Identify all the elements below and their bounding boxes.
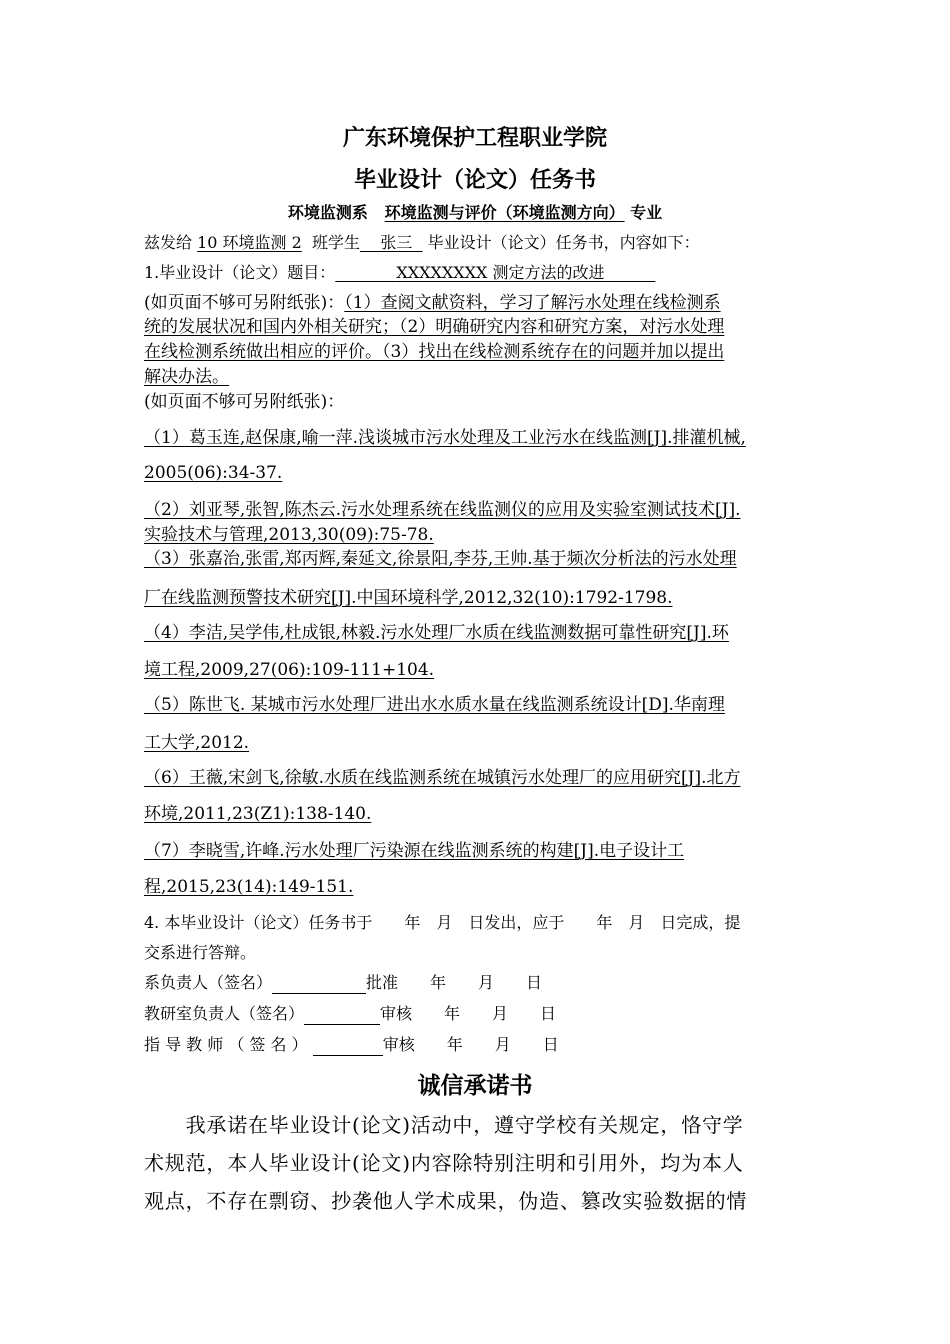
signature-date: 年 月 日: [414, 1035, 559, 1054]
student-name: [360, 233, 423, 252]
reference-6-line-1: （6）王薇,宋剑飞,徐敏.水质在线监测系统在城镇污水处理厂的应用研究[J].北方: [144, 768, 741, 788]
signature-date: 年 月 日: [412, 1004, 557, 1023]
reference-7-line-1: （7）李晓雪,许峰.污水处理厂污染源在线监测系统的构建[J].电子设计工: [144, 841, 685, 861]
signature-label: 指 导 教 师 （ 签 名 ）: [144, 1035, 308, 1054]
requirements-line-2: 统的发展状况和国内外相关研究；（2）明确研究内容和研究方案，对污水处理: [144, 317, 725, 337]
reference-3-line-2: 厂在线监测预警技术研究[J].中国环境科学,2012,32(10):1792-1798.: [144, 588, 673, 608]
reference-1-line-1: （1）葛玉连,赵保康,喻一萍.浅谈城市污水处理及工业污水在线监测[J].排灌机械,: [144, 428, 746, 448]
signature-action: 审核: [382, 1035, 415, 1054]
assignment-line: [144, 232, 809, 254]
assign-mid: 班学生: [311, 233, 360, 252]
signature-row-office-head: [144, 1003, 809, 1025]
signature-row-dept-head: [144, 972, 809, 994]
reference-4-line-1: （4）李洁,吴学伟,杜成银,林毅.污水处理厂水质在线监测数据可靠性研究[J].环: [144, 623, 729, 643]
reference-5-line-2: 工大学,2012.: [144, 733, 250, 753]
reference-1-line-2: 2005(06):34-37.: [144, 463, 283, 483]
schedule-line-1: 4. 本毕业设计（论文）任务书于 年 月 日发出，应于 年 月 日完成，提: [144, 913, 741, 932]
major: 环境监测与评价（环境监测方向）: [384, 203, 625, 222]
signature-action: 批准: [366, 973, 399, 992]
signature-label: 系负责人（签名）: [144, 973, 273, 992]
reference-2-line-2: 实验技术与管理,2013,30(09):75-78.: [144, 525, 434, 545]
reference-3-line-1: （3）张嘉治,张雷,郑丙辉,秦延文,徐景阳,李芬,王帅.基于频次分析法的污水处理: [144, 549, 737, 569]
signature-blank[interactable]: [304, 1006, 380, 1025]
schedule-line-2: 交系进行答辩。: [144, 943, 257, 962]
integrity-title: 诚信承诺书: [417, 1072, 533, 1099]
requirements-text: （1）查阅文献资料，学习了解污水处理在线检测系: [344, 293, 721, 313]
integrity-line-1: 我承诺在毕业设计(论文)活动中，遵守学校有关规定，恪守学: [144, 1113, 744, 1137]
signature-blank[interactable]: [272, 975, 366, 994]
signature-label: 教研室负责人（签名）: [144, 1004, 305, 1023]
topic-value-text: XXXXXXXX 测定方法的改进: [396, 263, 605, 282]
reference-4-line-2: 境工程,2009,27(06):109-111+104.: [144, 660, 435, 680]
student-name-text: 张三: [380, 233, 413, 252]
requirements-line-3: 在线检测系统做出相应的评价。（3）找出在线检测系统存在的问题并加以提出: [144, 342, 725, 362]
signature-date: 年 月 日: [398, 973, 543, 992]
topic-line: [144, 262, 809, 284]
reference-6-line-2: 环境,2011,23(Z1):138-140.: [144, 804, 372, 824]
signature-action: 审核: [380, 1004, 413, 1023]
signature-row-advisor: [144, 1034, 809, 1056]
reference-7-line-2: 程,2015,23(14):149-151.: [144, 877, 354, 897]
integrity-line-3: 观点，不存在剽窃、抄袭他人学术成果，伪造、篡改实验数据的情: [144, 1189, 748, 1213]
assign-suffix: 毕业设计（论文）任务书，内容如下：: [427, 233, 700, 252]
major-suffix: 专业: [624, 203, 663, 222]
topic-value: [335, 263, 655, 282]
reference-5-line-1: （5）陈世飞. 某城市污水处理厂进出水水质水量在线监测系统设计[D].华南理: [144, 695, 725, 715]
requirements-line-4: 解决办法。: [144, 367, 229, 387]
integrity-line-2: 术规范，本人毕业设计(论文)内容除特别注明和引用外，均为本人: [144, 1151, 744, 1175]
signature-blank[interactable]: [313, 1037, 383, 1056]
department-line: [0, 202, 950, 224]
school-name: 广东环境保护工程职业学院: [342, 125, 607, 151]
requirements-label: (如页面不够可另附纸张)：: [144, 293, 345, 313]
references-label: (如页面不够可另附纸张)：: [144, 392, 345, 412]
document-title: 毕业设计（论文）任务书: [353, 167, 596, 193]
requirements-line-1: [144, 292, 809, 314]
topic-label: 1.毕业设计（论文）题目：: [144, 263, 336, 282]
assign-prefix: 兹发给: [144, 233, 198, 252]
class-name: 10 环境监测 2: [197, 233, 302, 252]
reference-2-line-1: （2）刘亚琴,张智,陈杰云.污水处理系统在线监测仪的应用及实验室测试技术[J].: [144, 500, 741, 520]
department: 环境监测系: [287, 203, 368, 222]
